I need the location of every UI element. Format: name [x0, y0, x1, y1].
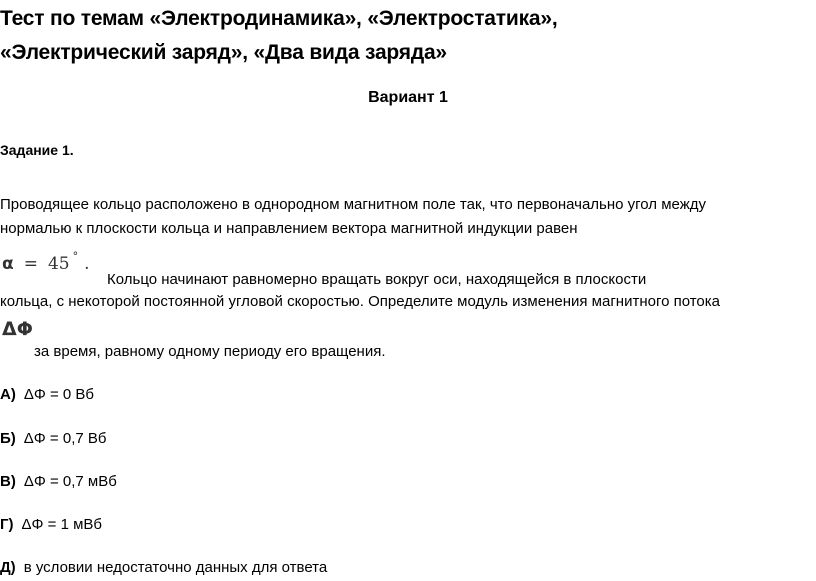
formula-degree: ° [72, 250, 79, 263]
task-text-line-2: нормалью к плоскости кольца и направлением вектора магнитной индукции равен [0, 220, 578, 237]
formula-equals: = [23, 254, 38, 274]
variant-heading: Вариант 1 [368, 89, 448, 106]
answer-option-v [0, 471, 117, 493]
answer-text: ΔΦ = 1 мВб [21, 516, 103, 533]
answer-text: ΔΦ = 0,7 Вб [23, 430, 107, 447]
delta-flux-symbol: ΔΦ [2, 318, 33, 340]
task-label: Задание 1. [0, 142, 74, 158]
answer-letter: Б) [0, 430, 16, 447]
title-line-2: «Электрический заряд», «Два вида заряда» [0, 41, 447, 64]
answer-letter: Д) [0, 559, 16, 576]
formula-variable: α [2, 254, 14, 274]
task-text-line-5: за время, равному одному периоду его вращения. [34, 343, 386, 360]
page-title [0, 2, 800, 70]
task-text-line-4: кольца, с некоторой постоянной угловой скоростью. Определите модуль изменения магнитного потока [0, 293, 721, 310]
formula-value: 45 [47, 254, 70, 274]
answer-text: ΔΦ = 0 Вб [23, 386, 95, 403]
answer-option-b [0, 428, 106, 450]
task-text-line-3: Кольцо начинают равномерно вращать вокруг оси, находящейся в плоскости [107, 271, 647, 288]
title-line-1: Тест по темам «Электродинамика», «Электростатика», [0, 7, 558, 30]
answer-letter: В) [0, 473, 16, 490]
answer-option-g [0, 514, 102, 536]
answer-text: в условии недостаточно данных для ответа [23, 559, 328, 576]
answer-option-d [0, 557, 327, 579]
answer-letter: А) [0, 386, 16, 403]
answer-option-a [0, 384, 94, 406]
angle-formula [2, 250, 89, 274]
answer-text: ΔΦ = 0,7 мВб [23, 473, 117, 490]
formula-period: . [84, 254, 90, 274]
task-text-line-1: Проводящее кольцо расположено в однородном магнитном поле так, что первоначально угол между [0, 196, 706, 213]
answer-letter: Г) [0, 516, 14, 533]
